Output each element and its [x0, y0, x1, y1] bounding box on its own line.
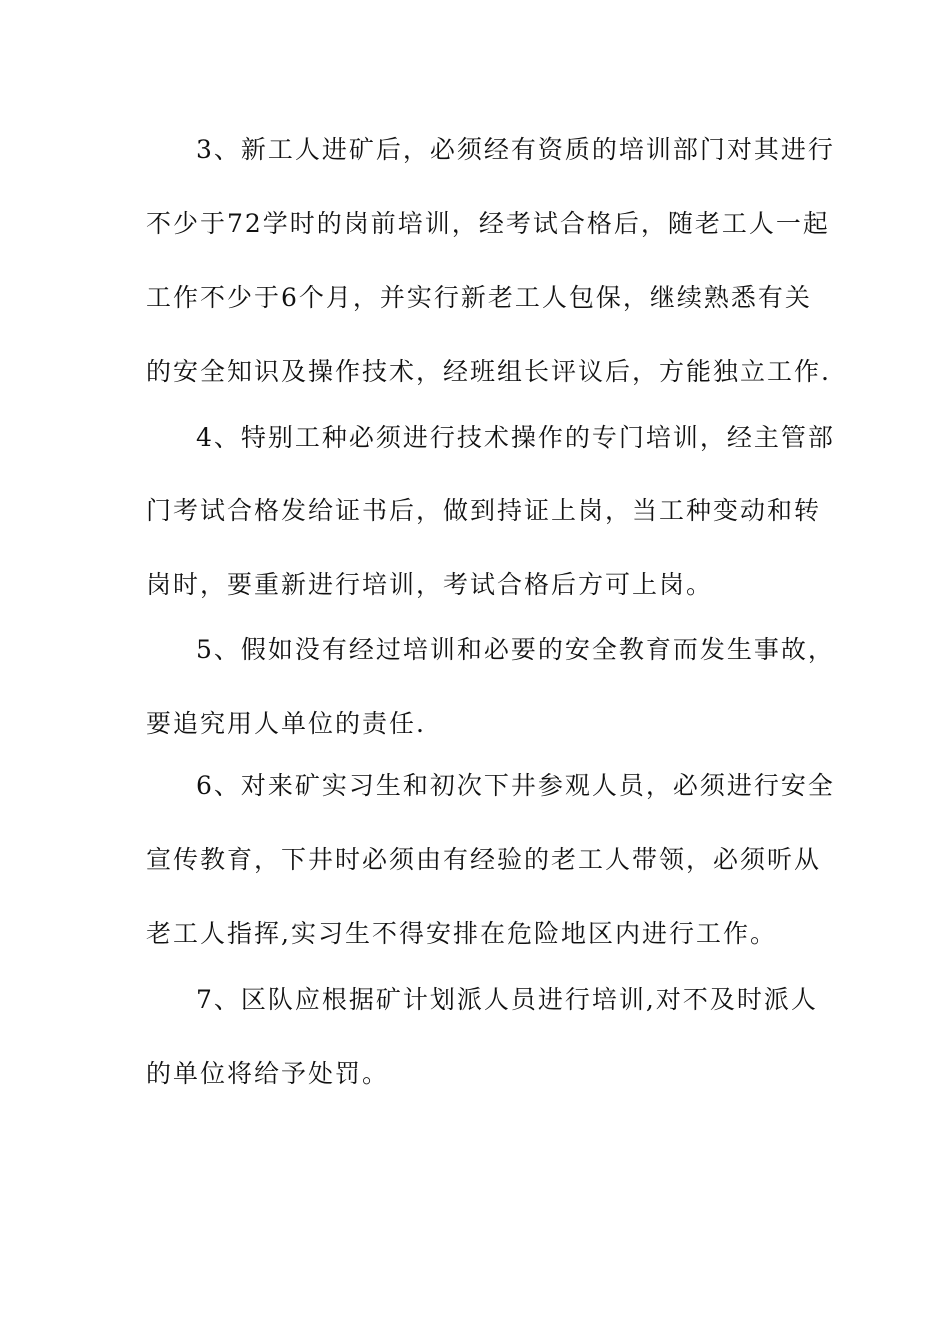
paragraph-6-line-1: 6、对来矿实习生和初次下井参观人员，必须进行安全 — [196, 771, 835, 800]
paragraph-4-line-3: 岗时，要重新进行培训，考试合格后方可上岗。 — [146, 570, 714, 599]
paragraph-5-line-1: 5、假如没有经过培训和必要的安全教育而发生事故， — [196, 635, 835, 664]
paragraph-3-line-3: 工作不少于6个月，并实行新老工人包保，继续熟悉有关 — [146, 283, 812, 312]
paragraph-4-line-2: 门考试合格发给证书后，做到持证上岗，当工种变动和转 — [146, 496, 822, 525]
paragraph-6-line-2: 宣传教育，下井时必须由有经验的老工人带领，必须听从 — [146, 845, 822, 874]
paragraph-3-line-1: 3、新工人进矿后，必须经有资质的培训部门对其进行 — [196, 135, 835, 164]
paragraph-7-line-2: 的单位将给予处罚。 — [146, 1059, 390, 1088]
paragraph-3-line-2: 不少于72学时的岗前培训，经考试合格后，随老工人一起 — [146, 209, 830, 238]
paragraph-3-line-4: 的安全知识及操作技术，经班组长评议后，方能独立工作. — [146, 357, 831, 386]
paragraph-7-line-1: 7、区队应根据矿计划派人员进行培训,对不及时派人 — [196, 985, 818, 1014]
paragraph-4-line-1: 4、特别工种必须进行技术操作的专门培训，经主管部 — [196, 423, 835, 452]
paragraph-5-line-2: 要追究用人单位的责任. — [146, 709, 426, 738]
paragraph-6-line-3: 老工人指挥,实习生不得安排在危险地区内进行工作。 — [146, 919, 777, 948]
